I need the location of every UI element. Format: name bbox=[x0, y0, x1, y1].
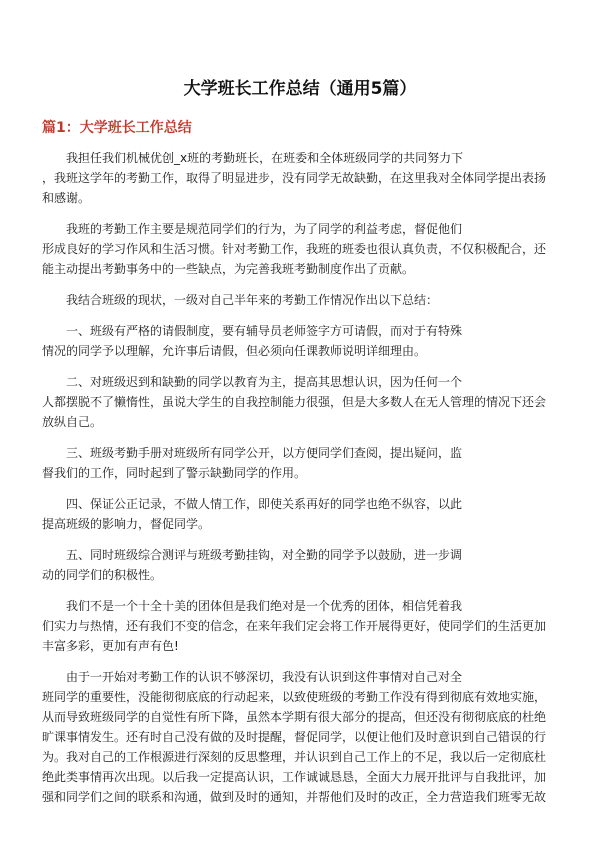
text-line: 们实力与热情，还有我们不变的信念，在来年我们定会将工作开展得更好，使同学们的生活更加 bbox=[42, 619, 547, 633]
document-title: 大学班长工作总结（通用5篇） bbox=[183, 79, 417, 99]
text-line: 我结合班级的现状，一级对自己半年来的考勤工作情况作出以下总结： bbox=[42, 293, 439, 307]
text-line: 我担任我们机械优创_x班的考勤班长，在班委和全体班级同学的共同努力下 bbox=[42, 151, 464, 165]
text-line: 提高班级的影响力，督促同学。 bbox=[42, 517, 211, 531]
document-body bbox=[42, 148, 560, 818]
body-paragraph bbox=[42, 219, 560, 279]
text-line: 绝此类事情再次出现。以后我一定提高认识，工作诚诚恳恳，全面大力展开批评与自我批评，加 bbox=[42, 770, 547, 784]
text-line: 能主动提出考勤事务中的一些缺点，为完善我班考勤制度作出了贡献。 bbox=[42, 262, 415, 276]
text-line: 情况的同学予以理解，允许事后请假，但必须向任课教师说明详细理由。 bbox=[42, 344, 427, 358]
body-paragraph bbox=[42, 372, 560, 432]
body-paragraph bbox=[42, 494, 560, 534]
text-line: 丰富多彩，更加有声有色! bbox=[42, 639, 179, 653]
text-line: 旷课事情发生。还有时自己没有做的及时提醒，督促同学，以便让他们及时意识到自己错误的行 bbox=[42, 730, 547, 744]
body-paragraph bbox=[42, 148, 560, 208]
text-line: 动的同学们的积极性。 bbox=[42, 568, 163, 582]
text-line: 三、班级考勤手册对班级所有同学公开，以方便同学们查阅，提出疑问，监 bbox=[42, 446, 463, 460]
text-line: 和感谢。 bbox=[42, 191, 91, 205]
text-line: 二、对班级迟到和缺勤的同学以教育为主，提高其思想认识，因为任何一个 bbox=[42, 375, 463, 389]
section-heading: 篇1：大学班长工作总结 bbox=[42, 120, 192, 136]
text-line: 四、保证公正记录，不做人情工作，即使关系再好的同学也绝不纵容，以此 bbox=[42, 497, 463, 511]
text-line: 形成良好的学习作风和生活习惯。针对考勤工作，我班的班委也很认真负责，不仅积极配合，还 bbox=[42, 242, 547, 256]
text-line: 督我们的工作，同时起到了警示缺勤同学的作用。 bbox=[42, 466, 307, 480]
body-paragraph bbox=[42, 290, 560, 310]
body-paragraph bbox=[42, 443, 560, 483]
text-line: 我们不是一个十全十美的团体但是我们绝对是一个优秀的团体，相信凭着我 bbox=[42, 599, 463, 613]
text-line: 放纵自己。 bbox=[42, 415, 103, 429]
text-line: 强和同学们之间的联系和沟通，做到及时的通知，并帮他们及时的改正，全力营造我们班零无故 bbox=[42, 790, 547, 804]
body-paragraph bbox=[42, 667, 560, 807]
text-line: 人都摆脱不了懒惰性，虽说大学生的自我控制能力很强，但是大多数人在无人管理的情况下还会 bbox=[42, 395, 547, 409]
body-paragraph bbox=[42, 321, 560, 361]
text-line: 五、同时班级综合测评与班级考勤挂钩，对全勤的同学予以鼓励，进一步调 bbox=[42, 548, 463, 562]
body-paragraph bbox=[42, 596, 560, 656]
text-line: ，我班这学年的考勤工作，取得了明显进步，没有同学无故缺勤，在这里我对全体同学提出表扬 bbox=[42, 171, 547, 185]
text-line: 由于一开始对考勤工作的认识不够深切，我没有认识到这件事情对自己对全 bbox=[42, 670, 463, 684]
body-paragraph bbox=[42, 545, 560, 585]
text-line: 班同学的重要性，没能彻彻底底的行动起来，以致使班级的考勤工作没有得到彻底有效地实施， bbox=[42, 690, 547, 704]
text-line: 从而导致班级同学的自觉性有所下降，虽然本学期有很大部分的提高，但还没有彻彻底底的杜绝 bbox=[42, 710, 547, 724]
text-line: 为。我对自己的工作根源进行深刻的反思整理，并认识到自己工作上的不足，我以后一定彻底杜 bbox=[42, 750, 547, 764]
text-line: 一、班级有严格的请假制度，要有辅导员老师签字方可请假，而对于有特殊 bbox=[42, 324, 463, 338]
text-line: 我班的考勤工作主要是规范同学们的行为，为了同学的利益考虑，督促他们 bbox=[42, 222, 463, 236]
